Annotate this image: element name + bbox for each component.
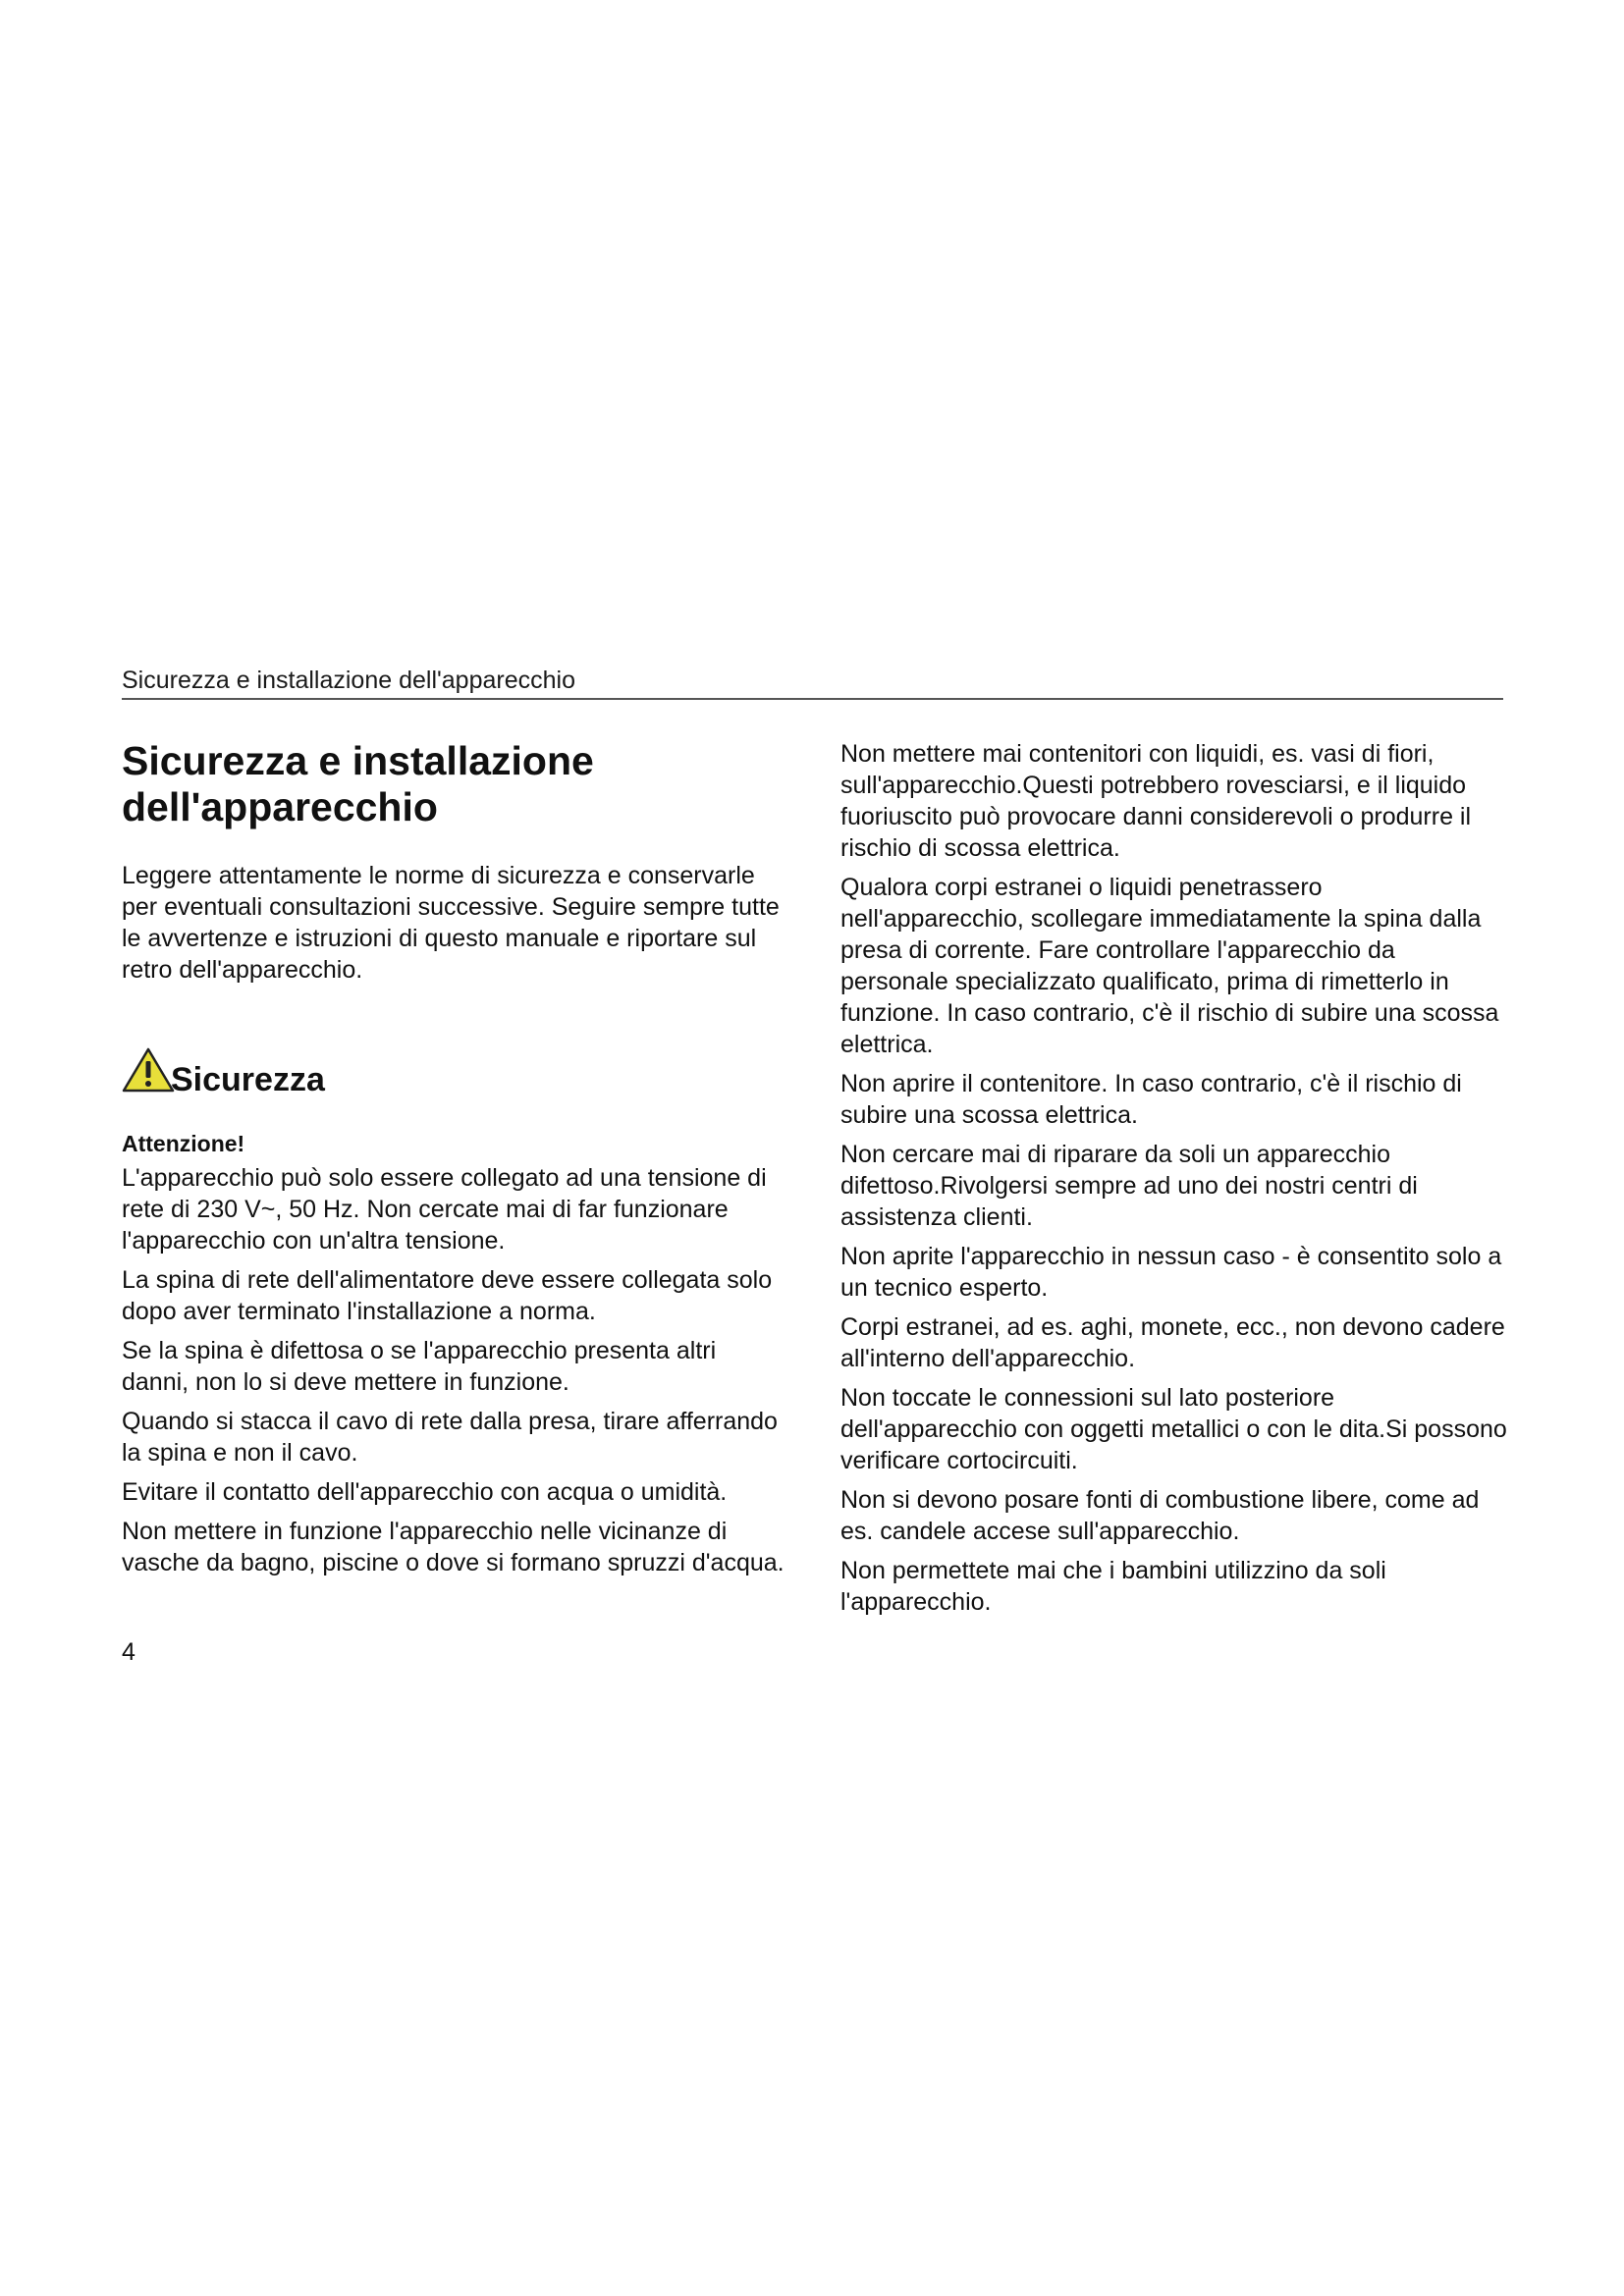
paragraph: Non toccate le connessioni sul lato posteriore dell'apparecchio con oggetti metallici o con le dita.Si possono verificare cortocircuiti. [840,1384,1507,1474]
attention-label: Attenzione! [122,1131,245,1156]
header-divider [122,698,1503,700]
safety-section-heading [122,1042,789,1098]
section-title: Sicurezza [171,1061,325,1098]
right-column [840,738,1508,1626]
paragraph: L'apparecchio può solo essere collegato ad una tensione di rete di 230 V~, 50 Hz. Non cercate mai di far funzionare l'apparecchio con un'altra tensione. [122,1164,767,1255]
paragraph: Non mettere mai contenitori con liquidi, es. vasi di fiori, sull'apparecchio.Questi potrebbero rovesciarsi, e il liquido fuoriuscito può provocare danni considerevoli o produrre il rischio di scossa elettrica. [840,740,1472,862]
paragraph: Quando si stacca il cavo di rete dalla presa, tirare afferrando la spina e non il cavo. [122,1408,778,1467]
warning-triangle-icon [122,1046,175,1094]
left-column [122,738,789,1586]
paragraph: Qualora corpi estranei o liquidi penetrassero nell'apparecchio, scollegare immediatamente la spina dalla presa di corrente. Fare controllare l'apparecchio da personale specializzato qualificato, prima di rimetterlo in funzione. In caso contrario, c'è il rischio di subire una scossa elettrica. [840,874,1499,1058]
paragraph: Non cercare mai di riparare da soli un apparecchio difettoso.Rivolgersi sempre ad uno dei nostri centri di assistenza clienti. [840,1141,1418,1231]
running-header: Sicurezza e installazione dell'apparecchio [122,667,575,694]
intro-paragraph: Leggere attentamente le norme di sicurezza e conservarle per eventuali consultazioni successive. Seguire sempre tutte le avvertenze e istruzioni di questo manuale e riportare sul retro dell'apparecchio. [122,862,780,984]
page-title: Sicurezza e installazione dell'apparecchio [122,738,594,829]
paragraph: Non aprite l'apparecchio in nessun caso - è consentito solo a un tecnico esperto. [840,1243,1502,1302]
paragraph: Non aprire il contenitore. In caso contrario, c'è il rischio di subire una scossa elettrica. [840,1070,1462,1129]
paragraph: Evitare il contatto dell'apparecchio con acqua o umidità. [122,1478,728,1506]
page-number: 4 [122,1638,135,1666]
paragraph: Se la spina è difettosa o se l'apparecchio presenta altri danni, non lo si deve mettere in funzione. [122,1337,717,1396]
paragraph: Non permettete mai che i bambini utilizzino da soli l'apparecchio. [840,1557,1386,1616]
paragraph: Non si devono posare fonti di combustione libere, come ad es. candele accese sull'apparecchio. [840,1486,1480,1545]
paragraph: La spina di rete dell'alimentatore deve essere collegata solo dopo aver terminato l'installazione a norma. [122,1266,773,1325]
left-paragraph-list [122,1162,789,1578]
paragraph: Corpi estranei, ad es. aghi, monete, ecc., non devono cadere all'interno dell'apparecchio. [840,1313,1505,1372]
paragraph: Non mettere in funzione l'apparecchio nelle vicinanze di vasche da bagno, piscine o dove si formano spruzzi d'acqua. [122,1518,785,1576]
